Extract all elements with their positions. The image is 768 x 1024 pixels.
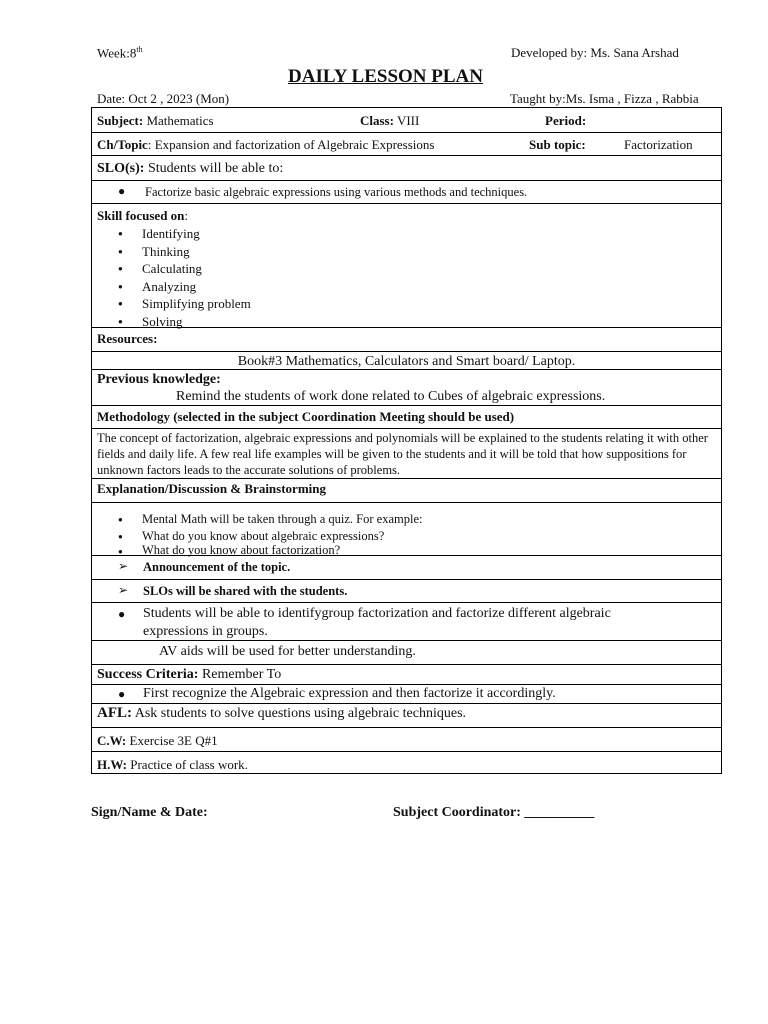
av-text: AV aids will be used for better understanding. [159,644,416,659]
subtopic-label: Sub topic: [529,137,586,152]
subject-coordinator: Subject Coordinator: __________ [393,805,595,820]
previous-text: Remind the students of work done related to Cubes of algebraic expressions. [176,389,606,404]
sign-name-date: Sign/Name & Date: [91,805,208,820]
list-item: ● Analyzing [118,278,197,294]
topic-cell: Ch/Topic: Expansion and factorization of Algebraic Expressions [97,137,435,152]
list-item: ● Identifying [118,226,200,241]
arrow-icon: ➢ [118,583,129,597]
hw-row [92,751,721,775]
slo-item-row [92,180,721,204]
afl-row [92,703,721,727]
slos-shared-text: SLOs will be shared with the students. [143,584,348,598]
list-item: ● Calculating [118,261,202,276]
resources-label: Resources: [97,331,158,346]
slo-cell: SLO(s): Students will be able to: [97,161,284,176]
arrow-icon: ➢ [118,559,129,573]
explanation-items-row [92,502,721,555]
bullet-icon: ● [118,687,126,701]
group-line-2: expressions in groups. [143,624,268,639]
period-label: Period: [545,113,587,128]
topic-row [92,132,721,156]
skills-label: Skill focused on: [97,208,189,223]
list-item: ● Mental Math will be taken through a quiz. For example: [118,512,423,526]
class-cell: Class: VIII [360,113,420,128]
taught-by: Taught by:Ms. Isma , Fizza , Rabbia [510,91,699,106]
cw-cell: C.W: Exercise 3E Q#1 [97,733,218,748]
page-title: DAILY LESSON PLAN [288,66,483,87]
lesson-plan-table [91,107,722,774]
cw-row [92,727,721,751]
slos-shared-row [92,579,721,602]
list-item: ● Thinking [118,243,190,259]
slo-item: Factorize basic algebraic expressions using various methods and techniques. [145,185,528,199]
previous-row [92,369,721,405]
developed-by: Developed by: Ms. Sana Arshad [511,45,679,60]
bullet-icon: ● [118,184,126,198]
methodology-text-row [92,428,721,478]
group-line-1: Students will be able to identifygroup factorization and factorize different algebraic [143,606,611,621]
previous-label: Previous knowledge: [97,372,221,387]
methodology-row [92,405,721,428]
skills-row [92,203,721,327]
explanation-row [92,478,721,502]
subject-cell: Subject: Mathematics [97,113,214,128]
methodology-text: The concept of factorization, algebraic expressions and polynomials will be explained to the students relating it with other fields and daily life. A few real life examples will be given to the students and it will be told that how suppositions for unknown factors leads to the accurate solutions of problems. [97,431,708,477]
afl-cell: AFL: Ask students to solve questions using algebraic techniques. [97,705,467,721]
success-item-row [92,684,721,703]
announce-row [92,555,721,579]
announce-text: Announcement of the topic. [143,560,291,574]
subtopic-value: Factorization [624,137,693,152]
explanation-label: Explanation/Discussion & Brainstorming [97,481,326,496]
resources-text-row [92,351,721,370]
resources-text: Book#3 Mathematics, Calculators and Smart board/ Laptop. [237,354,576,369]
week-label: Week:8th [97,45,143,61]
list-item: ● Solving [118,313,183,329]
list-item: ● What do you know about algebraic expressions? [118,529,385,543]
resources-row [92,327,721,351]
success-cell: Success Criteria: Remember To [97,667,282,682]
methodology-label: Methodology (selected in the subject Coordination Meeting should be used) [97,409,515,424]
list-item: ● What do you know about factorization? [118,543,341,557]
bullet-icon: ● [118,607,126,621]
group-row [92,602,721,640]
list-item: ● Simplifying problem [118,296,251,311]
hw-cell: H.W: Practice of class work. [97,757,248,772]
slo-row [92,155,721,180]
success-row [92,664,721,684]
success-item: First recognize the Algebraic expression and then factorize it accordingly. [143,686,556,701]
av-row [92,640,721,664]
date-label: Date: Oct 2 , 2023 (Mon) [97,91,230,106]
